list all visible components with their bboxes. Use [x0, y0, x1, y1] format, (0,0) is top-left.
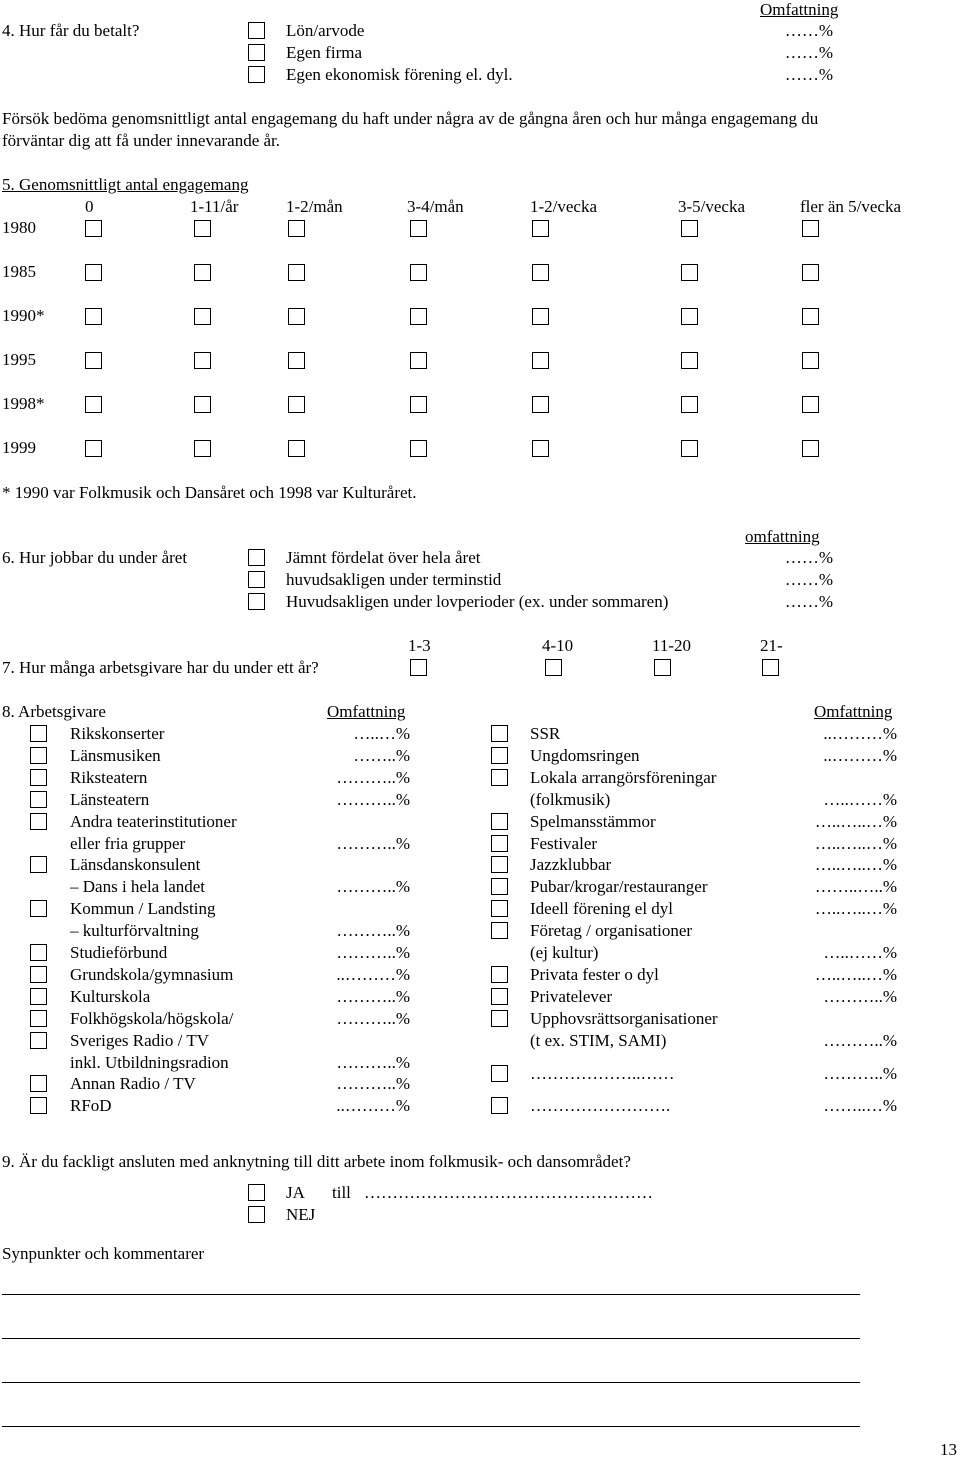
- q8-title: 8. Arbetsgivare: [2, 702, 106, 721]
- q5-checkbox-1999-col2[interactable]: [288, 440, 305, 457]
- q5-checkbox-1999-col0[interactable]: [85, 440, 102, 457]
- q8-left-value-15: ………..%: [336, 1053, 410, 1072]
- q8-omfattning-header-right: Omfattning: [814, 702, 893, 721]
- q5-col-3-5-vecka: 3-5/vecka: [678, 197, 746, 216]
- q5-footnote: * 1990 var Folkmusik och Dansåret och 1998 var Kulturåret.: [2, 483, 417, 502]
- q8-left-checkbox-14[interactable]: [30, 1032, 47, 1049]
- q8-right-value-11: …..…..…%: [814, 965, 897, 984]
- q5-checkbox-1998-col6[interactable]: [802, 396, 819, 413]
- q8-left-checkbox-16[interactable]: [30, 1075, 47, 1092]
- q5-col-1-11-ar: 1-11/år: [190, 197, 239, 216]
- q8-right-checkbox-7[interactable]: [491, 878, 508, 895]
- q8-right-checkbox-2[interactable]: [491, 769, 508, 786]
- q8-left-value-12: ………..%: [336, 987, 410, 1006]
- q6-checkbox-jamnt[interactable]: [248, 549, 265, 566]
- q8-right-value-0: ..………%: [823, 724, 897, 743]
- q8-right-label-4: Spelmansstämmor: [530, 812, 656, 831]
- q5-checkbox-1990-col6[interactable]: [802, 308, 819, 325]
- q6-question: 6. Hur jobbar du under året: [2, 548, 188, 567]
- q8-left-label-6: Länsdanskonsulent: [70, 855, 201, 874]
- q5-row-label-1998: 1998*: [2, 394, 45, 413]
- q8-right-label-1: Ungdomsringen: [530, 746, 640, 765]
- q5-checkbox-1998-col2[interactable]: [288, 396, 305, 413]
- q4-value-ekonomisk-forening: ……%: [784, 65, 833, 84]
- q8-right-checkbox-5[interactable]: [491, 835, 508, 852]
- q8-left-checkbox-3[interactable]: [30, 791, 47, 808]
- q4-label-lon: Lön/arvode: [286, 21, 365, 40]
- q8-left-value-11: ..………%: [336, 965, 410, 984]
- comments-line-3[interactable]: [2, 1382, 860, 1383]
- q7-option-label-4-10: 4-10: [542, 636, 574, 655]
- q5-checkbox-1998-col4[interactable]: [532, 396, 549, 413]
- q8-left-label-3: Länsteatern: [70, 790, 150, 809]
- q5-col-fler-an-5-vecka: fler än 5/vecka: [800, 197, 901, 216]
- q8-left-value-17: ..………%: [336, 1096, 410, 1115]
- q8-right-checkbox-4[interactable]: [491, 813, 508, 830]
- q5-checkbox-1995-col1[interactable]: [194, 352, 211, 369]
- q5-checkbox-1999-col6[interactable]: [802, 440, 819, 457]
- q8-right-value-6: …..…..…%: [814, 855, 897, 874]
- q8-right-checkbox-13[interactable]: [491, 1010, 508, 1027]
- q5-title: 5. Genomsnittligt antal engagemang: [2, 175, 249, 194]
- q5-row-label-1985: 1985: [2, 262, 36, 281]
- q5-checkbox-1999-col5[interactable]: [681, 440, 698, 457]
- q8-right-value-7: ……..…..%: [814, 877, 897, 896]
- q7-checkbox-4-10[interactable]: [545, 659, 562, 676]
- q8-right-label-12: Privatelever: [530, 987, 613, 1006]
- q8-left-label-7: – Dans i hela landet: [70, 877, 206, 896]
- q8-right-label-9: Företag / organisationer: [530, 921, 693, 940]
- q8-left-value-3: ………..%: [336, 790, 410, 809]
- intro-line-1: Försök bedöma genomsnittligt antal engagemang du haft under några av de gångna åren och hur många engagemang du: [2, 109, 819, 128]
- q6-omfattning-header: omfattning: [745, 527, 820, 546]
- q7-checkbox-21[interactable]: [762, 659, 779, 676]
- q8-left-checkbox-2[interactable]: [30, 769, 47, 786]
- q4-omfattning-header: Omfattning: [760, 0, 839, 19]
- q5-checkbox-1990-col4[interactable]: [532, 308, 549, 325]
- q5-checkbox-1995-col6[interactable]: [802, 352, 819, 369]
- q4-checkbox-ekonomisk-forening[interactable]: [248, 66, 265, 83]
- q5-checkbox-1998-col5[interactable]: [681, 396, 698, 413]
- q6-value-jamnt: ……%: [784, 548, 833, 567]
- q8-right-label-0: SSR: [530, 724, 561, 743]
- q5-checkbox-1985-col6[interactable]: [802, 264, 819, 281]
- q5-checkbox-1980-col1[interactable]: [194, 220, 211, 237]
- q8-left-label-9: – kulturförvaltning: [70, 921, 199, 940]
- q8-right-label-2: Lokala arrangörsföreningar: [530, 768, 717, 787]
- q8-right-label-13: Upphovsrättsorganisationer: [530, 1009, 718, 1028]
- q8-left-label-14: Sveriges Radio / TV: [70, 1031, 209, 1050]
- q5-checkbox-1985-col2[interactable]: [288, 264, 305, 281]
- q8-right-value-3: …..……%: [823, 790, 897, 809]
- q8-left-checkbox-13[interactable]: [30, 1010, 47, 1027]
- q8-right-value-1: ..………%: [823, 746, 897, 765]
- q8-right-checkbox-8[interactable]: [491, 900, 508, 917]
- comments-label: Synpunkter och kommentarer: [2, 1244, 205, 1263]
- q8-left-label-1: Länsmusiken: [70, 746, 161, 765]
- q8-omfattning-header-left: Omfattning: [327, 702, 406, 721]
- q5-row-label-1980: 1980: [2, 218, 36, 237]
- q8-right-label-14: (t ex. STIM, SAMI): [530, 1031, 667, 1050]
- q8-left-label-4: Andra teaterinstitutioner: [70, 812, 237, 831]
- q5-checkbox-1999-col3[interactable]: [410, 440, 427, 457]
- q5-checkbox-1995-col5[interactable]: [681, 352, 698, 369]
- q5-checkbox-1995-col0[interactable]: [85, 352, 102, 369]
- q7-option-label-21: 21-: [760, 636, 783, 655]
- q8-right-value-12: ………..%: [823, 987, 897, 1006]
- q8-left-label-8: Kommun / Landsting: [70, 899, 216, 918]
- q5-checkbox-1985-col5[interactable]: [681, 264, 698, 281]
- q4-label-egen-firma: Egen firma: [286, 43, 362, 62]
- comments-line-4[interactable]: [2, 1426, 860, 1427]
- q5-checkbox-1999-col1[interactable]: [194, 440, 211, 457]
- q8-left-checkbox-10[interactable]: [30, 944, 47, 961]
- q7-question: 7. Hur många arbetsgivare har du under ett år?: [2, 658, 319, 677]
- q8-left-label-13: Folkhögskola/högskola/: [70, 1009, 234, 1028]
- q5-checkbox-1995-col4[interactable]: [532, 352, 549, 369]
- q5-checkbox-1990-col2[interactable]: [288, 308, 305, 325]
- q5-checkbox-1998-col3[interactable]: [410, 396, 427, 413]
- q8-left-value-7: ………..%: [336, 877, 410, 896]
- q5-checkbox-1985-col3[interactable]: [410, 264, 427, 281]
- q8-right-value-14: ………..%: [823, 1031, 897, 1050]
- q5-col-1-2-man: 1-2/mån: [286, 197, 343, 216]
- q5-checkbox-1995-col3[interactable]: [410, 352, 427, 369]
- q5-checkbox-1998-col0[interactable]: [85, 396, 102, 413]
- q8-left-label-2: Riksteatern: [70, 768, 148, 787]
- q8-left-checkbox-8[interactable]: [30, 900, 47, 917]
- q4-value-egen-firma: ……%: [784, 43, 833, 62]
- q8-left-value-16: ………..%: [336, 1074, 410, 1093]
- q8-left-checkbox-0[interactable]: [30, 725, 47, 742]
- q8-right-label-8: Ideell förening el dyl: [530, 899, 674, 918]
- q5-checkbox-1990-col0[interactable]: [85, 308, 102, 325]
- q8-left-label-15: inkl. Utbildningsradion: [70, 1053, 229, 1072]
- q4-value-lon: ……%: [784, 21, 833, 40]
- q9-label-ja: JA: [286, 1183, 305, 1202]
- q5-checkbox-1980-col6[interactable]: [802, 220, 819, 237]
- q7-checkbox-11-20[interactable]: [654, 659, 671, 676]
- q8-left-checkbox-4[interactable]: [30, 813, 47, 830]
- q6-checkbox-terminstid[interactable]: [248, 571, 265, 588]
- q8-right-value-5: …..…..…%: [814, 834, 897, 853]
- q5-row-label-1995: 1995: [2, 350, 36, 369]
- q8-right-checkbox-6[interactable]: [491, 856, 508, 873]
- q8-right-value-4: …..…..…%: [814, 812, 897, 831]
- q8-extra-value-1: ……..…%: [823, 1096, 897, 1115]
- q5-checkbox-1985-col4[interactable]: [532, 264, 549, 281]
- q5-checkbox-1980-col4[interactable]: [532, 220, 549, 237]
- q8-left-label-11: Grundskola/gymnasium: [70, 965, 234, 984]
- q8-left-value-10: ………..%: [336, 943, 410, 962]
- q5-checkbox-1990-col3[interactable]: [410, 308, 427, 325]
- q8-right-label-11: Privata fester o dyl: [530, 965, 659, 984]
- q8-right-checkbox-1[interactable]: [491, 747, 508, 764]
- q6-label-lovperioder: Huvudsakligen under lovperioder (ex. under sommaren): [286, 592, 669, 611]
- q8-extra-field-0[interactable]: ………………..……: [530, 1064, 675, 1083]
- q8-extra-checkbox-0[interactable]: [491, 1065, 508, 1082]
- q8-left-checkbox-1[interactable]: [30, 747, 47, 764]
- q9-label-till: till: [332, 1183, 351, 1202]
- q8-left-checkbox-12[interactable]: [30, 988, 47, 1005]
- q5-checkbox-1980-col3[interactable]: [410, 220, 427, 237]
- q4-label-ekonomisk-forening: Egen ekonomisk förening el. dyl.: [286, 65, 513, 84]
- q8-right-value-10: …..……%: [823, 943, 897, 962]
- q8-right-label-6: Jazzklubbar: [530, 855, 612, 874]
- q7-checkbox-1-3[interactable]: [410, 659, 427, 676]
- q5-checkbox-1980-col5[interactable]: [681, 220, 698, 237]
- page-number: 13: [940, 1440, 957, 1459]
- q5-checkbox-1985-col0[interactable]: [85, 264, 102, 281]
- q5-row-label-1999: 1999: [2, 438, 36, 457]
- q5-col-3-4-man: 3-4/mån: [407, 197, 464, 216]
- q8-left-label-12: Kulturskola: [70, 987, 151, 1006]
- q9-label-nej: NEJ: [286, 1205, 316, 1224]
- q8-right-label-3: (folkmusik): [530, 790, 611, 809]
- q8-left-label-5: eller fria grupper: [70, 834, 186, 853]
- q8-left-checkbox-6[interactable]: [30, 856, 47, 873]
- q8-right-checkbox-11[interactable]: [491, 966, 508, 983]
- q5-checkbox-1990-col5[interactable]: [681, 308, 698, 325]
- q5-checkbox-1980-col0[interactable]: [85, 220, 102, 237]
- q8-left-value-5: ………..%: [336, 834, 410, 853]
- q8-right-checkbox-12[interactable]: [491, 988, 508, 1005]
- q8-left-label-10: Studieförbund: [70, 943, 168, 962]
- q8-left-label-17: RFoD: [70, 1096, 112, 1115]
- q4-checkbox-lon[interactable]: [248, 22, 265, 39]
- q8-left-value-2: ………..%: [336, 768, 410, 787]
- q8-right-checkbox-9[interactable]: [491, 922, 508, 939]
- q8-right-value-8: …..…..…%: [814, 899, 897, 918]
- q6-value-terminstid: ……%: [784, 570, 833, 589]
- q8-right-label-7: Pubar/krogar/restauranger: [530, 877, 708, 896]
- q6-value-lovperioder: ……%: [784, 592, 833, 611]
- q8-left-label-0: Rikskonserter: [70, 724, 165, 743]
- q9-till-field[interactable]: ……………………………………………: [364, 1183, 653, 1202]
- q8-left-value-0: …..…%: [353, 724, 410, 743]
- q8-left-label-16: Annan Radio / TV: [70, 1074, 196, 1093]
- q9-checkbox-ja[interactable]: [248, 1184, 265, 1201]
- q5-checkbox-1999-col4[interactable]: [532, 440, 549, 457]
- q6-label-terminstid: huvudsakligen under terminstid: [286, 570, 502, 589]
- q7-option-label-1-3: 1-3: [408, 636, 431, 655]
- q4-question: 4. Hur får du betalt?: [2, 21, 140, 40]
- q6-checkbox-lovperioder[interactable]: [248, 593, 265, 610]
- q8-right-checkbox-0[interactable]: [491, 725, 508, 742]
- q8-extra-field-1[interactable]: …………………….: [530, 1096, 671, 1115]
- q5-checkbox-1980-col2[interactable]: [288, 220, 305, 237]
- q8-extra-checkbox-1[interactable]: [491, 1097, 508, 1114]
- q5-checkbox-1985-col1[interactable]: [194, 264, 211, 281]
- q5-checkbox-1990-col1[interactable]: [194, 308, 211, 325]
- q9-question: 9. Är du fackligt ansluten med anknytning till ditt arbete inom folkmusik- och dansområdet?: [2, 1152, 631, 1171]
- q8-left-value-9: ………..%: [336, 921, 410, 940]
- comments-line-2[interactable]: [2, 1338, 860, 1339]
- intro-line-2: förväntar dig att få under innevarande år.: [2, 131, 281, 150]
- q5-checkbox-1995-col2[interactable]: [288, 352, 305, 369]
- q4-checkbox-egen-firma[interactable]: [248, 44, 265, 61]
- q8-left-value-13: ………..%: [336, 1009, 410, 1028]
- q8-right-label-5: Festivaler: [530, 834, 598, 853]
- q9-checkbox-nej[interactable]: [248, 1206, 265, 1223]
- q6-label-jamnt: Jämnt fördelat över hela året: [286, 548, 481, 567]
- q8-right-label-10: (ej kultur): [530, 943, 599, 962]
- q5-col-1-2-vecka: 1-2/vecka: [530, 197, 598, 216]
- q8-left-checkbox-11[interactable]: [30, 966, 47, 983]
- q5-checkbox-1998-col1[interactable]: [194, 396, 211, 413]
- q5-col-0: 0: [85, 197, 94, 216]
- q7-option-label-11-20: 11-20: [652, 636, 692, 655]
- q8-left-checkbox-17[interactable]: [30, 1097, 47, 1114]
- q8-left-value-1: ……..%: [353, 746, 410, 765]
- comments-line-1[interactable]: [2, 1294, 860, 1295]
- q5-row-label-1990: 1990*: [2, 306, 45, 325]
- q8-extra-value-0: ………..%: [823, 1064, 897, 1083]
